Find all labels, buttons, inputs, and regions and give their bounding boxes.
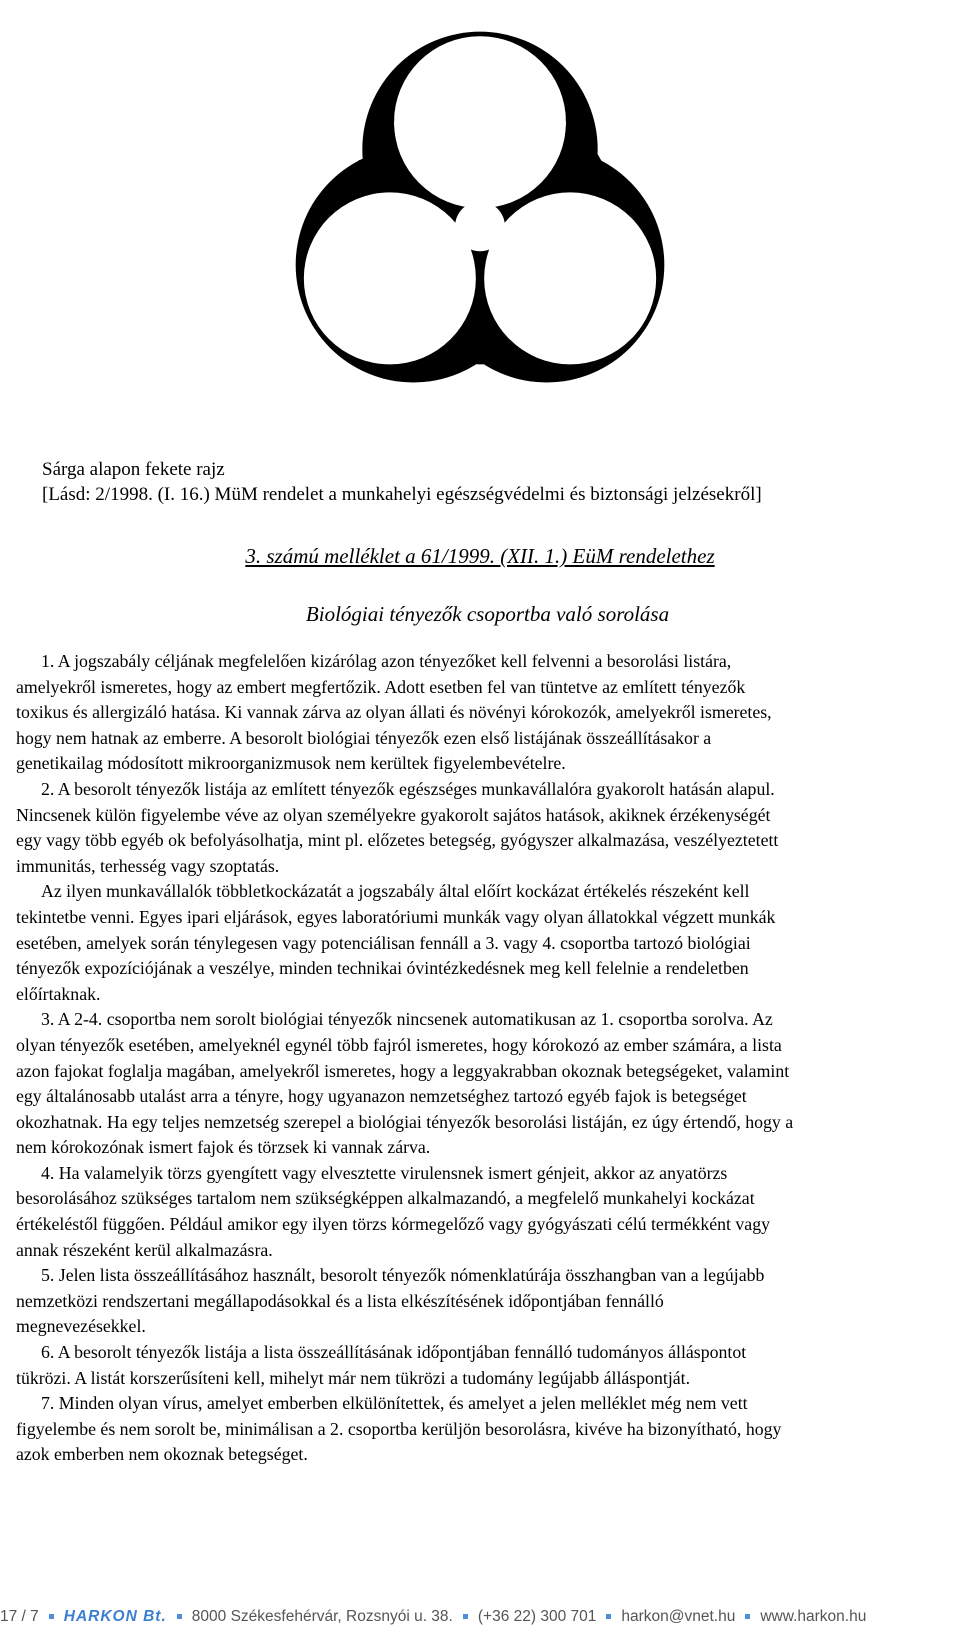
body-line: immunitás, terhesség vagy szoptatás. [16, 855, 280, 876]
footer-phone: (+36 22) 300 701 [477, 1608, 597, 1625]
body-line: 1. A jogszabály céljának megfelelően kizárólag azon tényezőket kell felvenni a besorolási listára, [41, 651, 732, 671]
caption [42, 457, 762, 507]
bullet-icon [463, 1614, 468, 1619]
footer-email[interactable]: harkon@vnet.hu [621, 1608, 736, 1625]
bullet-icon [745, 1614, 750, 1619]
body-line: amelyekről ismeretes, hogy az embert megfertőzik. Adott esetben fel van tüntetve az említett tényezők [16, 676, 746, 697]
body-line: azon fajokat foglalja magában, amelyekről ismeretes, hogy a leggyakrabban okoznak betegségeket, valamint [16, 1060, 790, 1081]
body-line: toxikus és allergizáló hatása. Ki vannak zárva az olyan állati és növényi kórokozók, amelyekről ismeretes, [16, 702, 772, 723]
body-line: 6. A besorolt tényezők listája a lista összeállításának időpontjában fennálló tudományos álláspontot [41, 1342, 747, 1363]
body-line: előírtaknak. [16, 983, 101, 1004]
annex-title: 3. számú melléklet a 61/1999. (XII. 1.) EüM rendelethez [245, 544, 715, 568]
caption-line-2: [Lásd: 2/1998. (I. 16.) MüM rendelet a munkahelyi egészségvédelmi és biztonsági jelzésekről] [42, 484, 762, 505]
section-title: Biológiai tényezők csoportba való sorolása [305, 602, 670, 626]
page-footer [0, 1598, 960, 1632]
body-line: egy vagy több egyéb ok befolyásolhatja, mint pl. előzetes betegség, gyógyszer alkalmazása, veszélyeztetett [16, 830, 779, 851]
body-line: értékeléstől függően. Például amikor egy ilyen törzs kórmegelőző vagy gyógyászati célú termékként vagy [16, 1214, 770, 1235]
body-line: besorolásához szükséges tartalom nem szükségképpen alkalmazandó, a megfelelő munkahelyi kockázat [16, 1188, 755, 1209]
bullet-icon [177, 1614, 182, 1619]
body-line: nemzetközi rendszertani megállapodásokkal és a lista elkészítésének időpontjában fennálló [16, 1290, 664, 1311]
body-line: tükrözi. A listát korszerűsíteni kell, mihelyt már nem tükrözi a tudomány legújabb álláspontját. [16, 1367, 691, 1388]
caption-line-1: Sárga alapon fekete rajz [42, 459, 225, 480]
body-line: figyelembe és nem sorolt be, minimálisan a 2. csoportba kerüljön besorolásra, kivéve ha bizonyítható, hogy [16, 1418, 782, 1439]
body-line: egy általánosabb utalást arra a tényre, hogy ugyanazon nemzetséghez tartozó egyéb fajok is betegséget [16, 1086, 747, 1107]
bullet-icon [49, 1614, 54, 1619]
footer-address: 8000 Székesfehérvár, Rozsnyói u. 38. [191, 1608, 453, 1625]
body-line: hogy nem hatnak az emberre. A besorolt biológiai tényezők ezen első listájának összeállításakor a [16, 727, 712, 748]
body-line: annak részeként kerül alkalmazásra. [16, 1239, 273, 1260]
biohazard-icon [250, 0, 710, 430]
body-line: 2. A besorolt tényezők listája az említett tényezők egészséges munkavállalóra gyakorolt hatásán alapul. [41, 778, 775, 799]
footer-page-number: 17 / 7 [0, 1608, 39, 1625]
body-line: 3. A 2-4. csoportba nem sorolt biológiai tényezők nincsenek automatikusan az 1. csoportba sorolva. Az [41, 1009, 773, 1030]
body-line: genetikailag módosított mikroorganizmusok nem kerültek figyelembevételre. [16, 753, 566, 774]
body-line: olyan tényezők esetében, amelyeknél egynél több fajról ismeretes, hogy kórokozó az ember számára, a lista [16, 1034, 782, 1055]
footer-web[interactable]: www.harkon.hu [760, 1608, 867, 1625]
body-line: 4. Ha valamelyik törzs gyengített vagy elvesztette virulensnek ismert génjeit, akkor az anyatörzs [41, 1162, 728, 1183]
body-line: azok emberben nem okoznak betegséget. [16, 1444, 308, 1465]
biohazard-symbol [250, 0, 710, 430]
body-line: 5. Jelen lista összeállításához használt, besorolt tényezők nómenklatúrája összhangban van a legújabb [41, 1265, 765, 1286]
body-text [16, 649, 954, 1468]
body-line: tényezők expozíciójának a veszélye, minden technikai óvintézkedésnek meg kell felelnie a rendeletben [16, 958, 749, 979]
bullet-icon [606, 1614, 611, 1619]
body-line: esetében, amelyek során ténylegesen vagy potenciálisan fennáll a 3. vagy 4. csoportba tartozó biológiai [16, 932, 751, 953]
body-line: Az ilyen munkavállalók többletkockázatát a jogszabály által előírt kockázat értékelés részeként kell [41, 881, 750, 902]
body-line: megnevezésekkel. [16, 1316, 146, 1337]
footer-brand: HARKON Bt. [63, 1608, 167, 1625]
body-line: nem kórokozónak ismert fajok és törzsek ki vannak zárva. [16, 1137, 431, 1158]
body-line: okozhatnak. Ha egy teljes nemzetség szerepel a biológiai tényezők besorolási listáján, ez úgy értendő, hogy a [16, 1111, 794, 1132]
body-line: Nincsenek külön figyelembe véve az olyan személyekre gyakorolt sajátos hatások, akiknek érzékenységét [16, 804, 771, 825]
body-line: 7. Minden olyan vírus, amelyet emberben elkülönítettek, és amelyet a jelen melléklet még nem vett [41, 1393, 748, 1414]
body-line: tekintetbe venni. Egyes ipari eljárások, egyes laboratóriumi munkák vagy olyan állatokkal végzett munkák [16, 906, 776, 927]
